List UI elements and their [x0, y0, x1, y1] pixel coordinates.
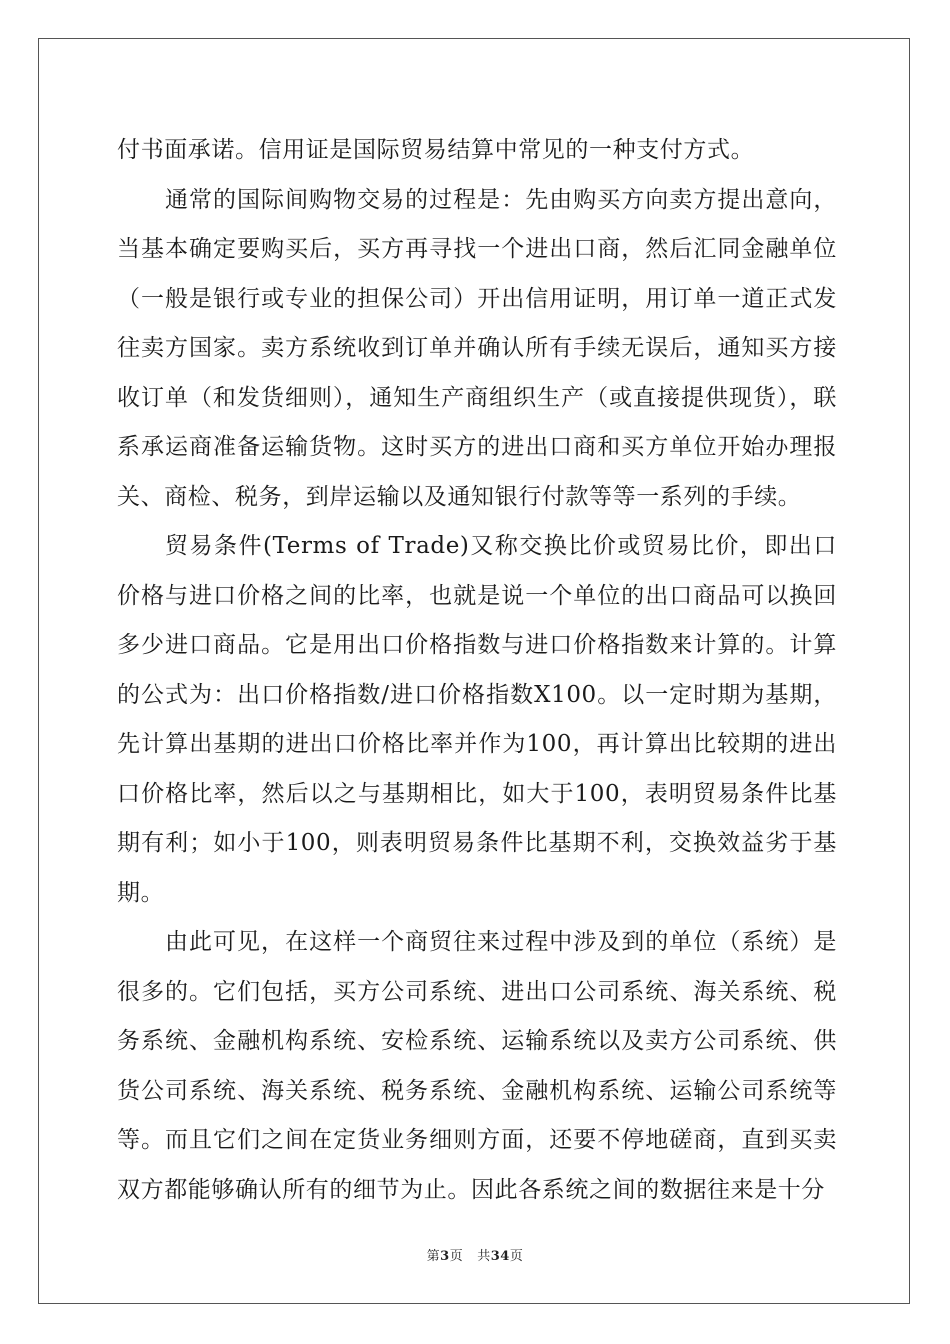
- footer-total-prefix: 共: [477, 1249, 491, 1264]
- total-pages-number: 34: [490, 1249, 510, 1264]
- document-body: [117, 126, 837, 1215]
- paragraph-2: 通常的国际间购物交易的过程是：先由购买方向卖方提出意向，当基本确定要购买后，买方再寻找一个进出口商，然后汇同金融单位（一般是银行或专业的担保公司）开出信用证明，用订单一道正式发往卖方国家。卖方系统收到订单并确认所有手续无误后，通知买方接收订单（和发货细则），通知生产商组织生产（或直接提供现货），联系承运商准备运输货物。这时买方的进出口商和买方单位开始办理报关、商检、税务，到岸运输以及通知银行付款等等一系列的手续。: [117, 186, 837, 510]
- footer-total-suffix: 页: [509, 1249, 524, 1264]
- current-page-number: 3: [440, 1249, 450, 1264]
- paragraph-1: 付书面承诺。信用证是国际贸易结算中常见的一种支付方式。: [117, 137, 755, 163]
- paragraph-3: 贸易条件(Terms of Trade)又称交换比价或贸易比价，即出口价格与进口价格之间的比率，也就是说一个单位的出口商品可以换回多少进口商品。它是用出口价格指数与进口价格指数来计算的。计算的公式为：出口价格指数/进口价格指数X100。以一定时期为基期，先计算出基期的进出口价格比率并作为100，再计算出比较期的进出口价格比率，然后以之与基期相比，如大于100，表明贸易条件比基期有利；如小于100，则表明贸易条件比基期不利，交换效益劣于基期。: [117, 533, 837, 906]
- page-footer: [0, 1245, 950, 1264]
- footer-prefix: 第: [426, 1249, 441, 1264]
- paragraph-4: 由此可见，在这样一个商贸往来过程中涉及到的单位（系统）是很多的。它们包括，买方公司系统、进出口公司系统、海关系统、税务系统、金融机构系统、安检系统、运输系统以及卖方公司系统、供货公司系统、海关系统、税务系统、金融机构系统、运输公司系统等等。而且它们之间在定货业务细则方面，还要不停地磋商，直到买卖双方都能够确认所有的细节为止。因此各系统之间的数据往来是十分: [117, 929, 837, 1203]
- footer-page-suffix: 页: [449, 1249, 464, 1264]
